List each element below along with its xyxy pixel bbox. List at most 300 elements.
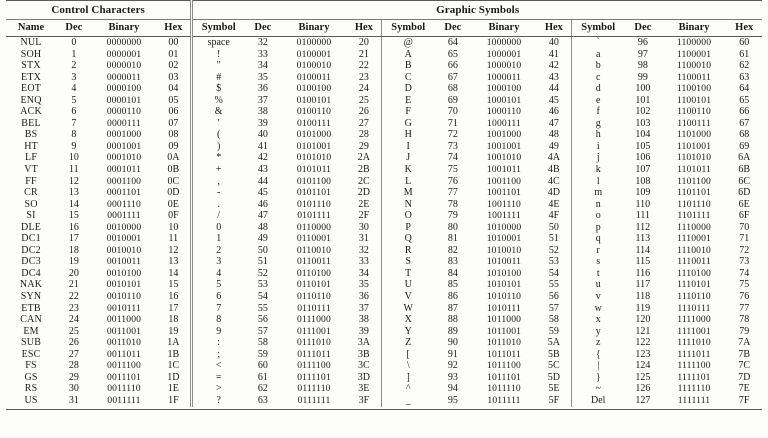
cell-binary: 1100000 [676, 37, 712, 48]
cell-binary: 0100101 [296, 94, 332, 106]
cell-binary: 0110100 [296, 267, 332, 279]
cell-dec: 71 [447, 117, 458, 129]
cell-binary: 1000000 [486, 37, 522, 48]
cell-symbol: ` [572, 37, 624, 49]
cell-dec: 11 [69, 164, 79, 176]
cell-dec: 98 [637, 60, 648, 72]
cell-binary: 0101010 [296, 152, 332, 164]
cell-hex: 05 [168, 94, 179, 106]
cell-symbol: E [382, 95, 434, 107]
cell-dec: 104 [635, 129, 651, 141]
cell-binary: 1001101 [486, 187, 522, 199]
table-row [6, 395, 762, 407]
cell-hex: 46 [548, 106, 559, 118]
cell-name: US [24, 394, 38, 406]
cell-symbol: w [572, 303, 624, 315]
cell-binary: 0000111 [107, 117, 141, 129]
table-row [6, 245, 762, 257]
cell-symbol: \ [382, 360, 434, 372]
cell-symbol: [ [382, 349, 434, 361]
cell-symbol: d [572, 83, 624, 95]
cell-dec: 82 [447, 244, 458, 256]
cell-dec: 48 [257, 221, 268, 233]
cell-hex: 49 [548, 140, 559, 152]
cell-name: BEL [21, 117, 41, 129]
cell-binary: 1110100 [677, 267, 711, 279]
cell-binary: 1010001 [486, 233, 522, 245]
cell-dec: 42 [257, 152, 268, 164]
cell-name: SYN [20, 291, 42, 303]
cell-symbol: ) [192, 141, 244, 153]
cell-dec: 90 [447, 337, 458, 349]
cell-dec: 64 [447, 37, 458, 48]
cell-hex: 72 [739, 244, 750, 256]
cell-binary: 1000010 [486, 60, 522, 72]
cell-binary: 1010000 [486, 221, 522, 233]
cell-hex: 3D [357, 371, 370, 383]
cell-hex: 07 [168, 117, 179, 129]
cell-binary: 0001101 [106, 187, 142, 199]
cell-dec: 5 [71, 94, 77, 106]
cell-symbol: u [572, 279, 624, 291]
cell-name: STX [21, 60, 41, 72]
cell-symbol: s [572, 256, 624, 268]
cell-hex: 25 [358, 94, 369, 106]
cell-dec: 31 [68, 394, 79, 406]
cell-name: DC3 [21, 256, 41, 268]
cell-binary: 1111101 [677, 371, 711, 383]
cell-dec: 68 [447, 83, 458, 95]
cell-name: ETX [21, 71, 42, 83]
cell-dec: 6 [71, 106, 77, 118]
cell-dec: 15 [68, 210, 79, 222]
cell-dec: 65 [447, 48, 458, 60]
col-header-dec: Dec [624, 20, 662, 37]
cell-dec: 99 [637, 71, 648, 83]
cell-hex: 3F [358, 394, 370, 406]
cell-hex: 26 [358, 106, 369, 118]
cell-hex: 6D [738, 187, 751, 199]
cell-hex: 53 [548, 256, 559, 268]
cell-name: SI [26, 210, 36, 222]
cell-binary: 0010100 [106, 267, 142, 279]
cell-hex: 75 [739, 279, 750, 291]
cell-dec: 58 [257, 337, 268, 349]
cell-binary: 0111011 [297, 348, 331, 360]
table-row [6, 303, 762, 315]
cell-hex: 20 [358, 37, 369, 48]
cell-binary: 0100111 [297, 117, 331, 129]
ascii-table [6, 0, 762, 407]
cell-binary: 0010000 [106, 221, 142, 233]
cell-name: ETB [21, 302, 41, 314]
cell-dec: 46 [257, 198, 268, 210]
cell-hex: 34 [358, 267, 369, 279]
table-row [6, 210, 762, 222]
table-row [6, 141, 762, 153]
cell-hex: 55 [548, 279, 559, 291]
cell-dec: 41 [257, 140, 268, 152]
cell-hex: 51 [548, 233, 559, 245]
cell-dec: 118 [635, 291, 651, 303]
table-header [6, 1, 762, 37]
cell-symbol: ! [192, 49, 244, 61]
cell-name: EOT [21, 83, 42, 95]
cell-symbol: N [382, 199, 434, 211]
cell-symbol: 6 [192, 291, 244, 303]
cell-dec: 67 [447, 71, 458, 83]
cell-dec: 52 [257, 267, 268, 279]
cell-dec: 0 [71, 37, 77, 48]
cell-dec: 18 [68, 244, 79, 256]
col-header-name: Name [6, 20, 56, 37]
cell-hex: 68 [739, 129, 750, 141]
cell-hex: 16 [168, 291, 179, 303]
cell-dec: 28 [68, 360, 79, 372]
table-row [6, 37, 762, 49]
cell-symbol: k [572, 164, 624, 176]
cell-dec: 54 [257, 291, 268, 303]
cell-binary: 1000011 [486, 71, 522, 83]
table-row [6, 152, 762, 164]
cell-binary: 0111010 [297, 337, 331, 349]
cell-symbol: C [382, 72, 434, 84]
cell-hex: 03 [168, 71, 179, 83]
group-title-control-characters: Control Characters [6, 1, 192, 20]
cell-name: GS [24, 371, 38, 383]
cell-binary: 1001000 [486, 129, 522, 141]
cell-symbol: a [572, 49, 624, 61]
cell-binary: 1010111 [487, 302, 521, 314]
cell-binary: 1111100 [677, 360, 711, 372]
cell-symbol: B [382, 60, 434, 72]
cell-hex: 4C [548, 175, 560, 187]
cell-symbol: { [572, 349, 624, 361]
cell-dec: 97 [637, 48, 648, 60]
cell-binary: 0101001 [296, 140, 332, 152]
table-row [6, 372, 762, 384]
cell-dec: 39 [257, 117, 268, 129]
cell-symbol: b [572, 60, 624, 72]
cell-binary: 0111111 [297, 394, 331, 406]
cell-hex: 0C [167, 175, 180, 187]
cell-dec: 85 [447, 279, 458, 291]
cell-binary: 0010110 [106, 291, 142, 303]
cell-binary: 0110101 [296, 279, 332, 291]
cell-dec: 108 [635, 175, 651, 187]
cell-dec: 123 [635, 348, 651, 360]
cell-binary: 0011010 [106, 337, 142, 349]
cell-hex: 6A [738, 152, 751, 164]
cell-name: CR [24, 187, 38, 199]
cell-hex: 1D [167, 371, 180, 383]
cell-hex: 73 [739, 256, 750, 268]
cell-symbol: 5 [192, 279, 244, 291]
cell-dec: 55 [257, 302, 268, 314]
table-row [6, 129, 762, 141]
cell-hex: 19 [168, 325, 179, 337]
cell-dec: 113 [635, 233, 651, 245]
cell-binary: 0010011 [106, 256, 142, 268]
cell-hex: 31 [358, 233, 369, 245]
cell-hex: 62 [739, 60, 750, 72]
cell-hex: 2F [358, 210, 370, 222]
cell-hex: 35 [358, 279, 369, 291]
cell-dec: 91 [447, 348, 458, 360]
cell-binary: 0010111 [107, 302, 141, 314]
cell-dec: 26 [68, 337, 79, 349]
cell-dec: 59 [257, 348, 268, 360]
cell-dec: 84 [447, 267, 458, 279]
cell-binary: 1100101 [676, 94, 712, 106]
cell-symbol: _ [382, 395, 434, 407]
cell-dec: 117 [635, 279, 651, 291]
cell-hex: 30 [358, 221, 369, 233]
cell-dec: 38 [257, 106, 268, 118]
cell-hex: 00 [168, 37, 179, 48]
cell-dec: 23 [68, 302, 79, 314]
cell-symbol: l [572, 176, 624, 188]
cell-hex: 57 [548, 302, 559, 314]
cell-binary: 0111000 [297, 314, 331, 326]
cell-dec: 56 [257, 314, 268, 326]
cell-binary: 0101101 [296, 187, 332, 199]
cell-symbol: | [572, 360, 624, 372]
cell-symbol: 4 [192, 268, 244, 280]
cell-binary: 0001110 [107, 198, 141, 210]
cell-dec: 40 [257, 129, 268, 141]
cell-dec: 9 [71, 140, 77, 152]
cell-hex: 13 [168, 256, 179, 268]
cell-hex: 2C [358, 175, 370, 187]
cell-dec: 51 [257, 256, 268, 268]
cell-symbol: n [572, 199, 624, 211]
cell-binary: 1000100 [486, 83, 522, 95]
cell-binary: 1111001 [677, 325, 711, 337]
cell-binary: 1000001 [486, 48, 522, 60]
cell-hex: 23 [358, 71, 369, 83]
cell-symbol: < [192, 360, 244, 372]
cell-dec: 110 [635, 198, 651, 210]
cell-symbol: 1 [192, 233, 244, 245]
table-row [6, 279, 762, 291]
cell-binary: 0110000 [296, 221, 332, 233]
cell-hex: 67 [739, 117, 750, 129]
cell-binary: 1100110 [677, 106, 711, 118]
cell-symbol: x [572, 314, 624, 326]
cell-binary: 1110000 [677, 221, 711, 233]
cell-dec: 79 [447, 210, 458, 222]
cell-name: ACK [20, 106, 42, 118]
cell-hex: 39 [358, 325, 369, 337]
cell-symbol: R [382, 245, 434, 257]
cell-symbol: e [572, 95, 624, 107]
cell-dec: 70 [447, 106, 458, 118]
cell-hex: 6F [738, 210, 750, 222]
cell-hex: 15 [168, 279, 179, 291]
cell-hex: 59 [548, 325, 559, 337]
cell-symbol: z [572, 337, 624, 349]
table-row [6, 222, 762, 234]
cell-dec: 1 [71, 48, 77, 60]
cell-hex: 1F [168, 394, 179, 406]
cell-dec: 103 [635, 117, 651, 129]
cell-hex: 54 [548, 267, 559, 279]
cell-hex: 77 [739, 302, 750, 314]
cell-hex: 17 [168, 302, 179, 314]
cell-symbol: t [572, 268, 624, 280]
cell-dec: 69 [447, 94, 458, 106]
cell-hex: 28 [358, 129, 369, 141]
cell-dec: 109 [635, 187, 651, 199]
cell-symbol: space [192, 37, 244, 49]
cell-binary: 1011101 [487, 371, 521, 383]
cell-binary: 0000110 [106, 106, 142, 118]
cell-dec: 4 [71, 83, 77, 95]
cell-binary: 0100010 [296, 60, 332, 72]
cell-binary: 0101000 [296, 129, 332, 141]
cell-hex: 06 [168, 106, 179, 118]
cell-binary: 1010100 [486, 267, 522, 279]
cell-dec: 63 [257, 394, 268, 406]
cell-dec: 72 [447, 129, 458, 141]
cell-hex: 29 [358, 140, 369, 152]
cell-symbol: U [382, 279, 434, 291]
cell-dec: 17 [68, 233, 79, 245]
cell-dec: 116 [635, 267, 651, 279]
cell-symbol: v [572, 291, 624, 303]
cell-symbol: Y [382, 326, 434, 338]
cell-dec: 86 [447, 291, 458, 303]
col-header-hex: Hex [346, 20, 382, 37]
cell-symbol: V [382, 291, 434, 303]
col-header-hex: Hex [726, 20, 762, 37]
cell-hex: 56 [548, 291, 559, 303]
cell-binary: 1001110 [487, 198, 521, 210]
cell-hex: 2D [357, 187, 370, 199]
cell-binary: 0110001 [296, 233, 332, 245]
cell-dec: 36 [257, 83, 268, 95]
cell-binary: 0011111 [107, 394, 141, 406]
cell-binary: 0010001 [106, 233, 142, 245]
cell-binary: 1101110 [677, 198, 711, 210]
cell-binary: 0001111 [107, 210, 141, 222]
cell-symbol: A [382, 49, 434, 61]
cell-symbol: S [382, 256, 434, 268]
cell-hex: 3C [358, 360, 370, 372]
cell-name: FF [25, 175, 37, 187]
cell-hex: 2A [357, 152, 370, 164]
cell-symbol: @ [382, 37, 434, 49]
cell-dec: 95 [447, 394, 458, 406]
cell-symbol: i [572, 141, 624, 153]
cell-symbol: G [382, 118, 434, 130]
cell-dec: 45 [257, 187, 268, 199]
cell-symbol: ( [192, 129, 244, 141]
cell-binary: 0100011 [296, 71, 332, 83]
cell-symbol: F [382, 106, 434, 118]
cell-hex: 65 [739, 94, 750, 106]
cell-dec: 35 [257, 71, 268, 83]
cell-dec: 25 [68, 325, 79, 337]
cell-binary: 1111011 [677, 348, 711, 360]
cell-dec: 105 [635, 140, 651, 152]
cell-symbol: # [192, 72, 244, 84]
cell-binary: 1100100 [676, 83, 712, 95]
cell-binary: 0111100 [297, 360, 331, 372]
cell-hex: 6C [738, 175, 751, 187]
cell-binary: 0001011 [106, 164, 142, 176]
cell-hex: 1A [167, 337, 180, 349]
cell-hex: 7A [738, 337, 751, 349]
cell-binary: 0111001 [297, 325, 331, 337]
group-header-row [6, 1, 762, 20]
cell-symbol: T [382, 268, 434, 280]
cell-dec: 102 [635, 106, 651, 118]
cell-dec: 120 [635, 314, 651, 326]
cell-binary: 0110010 [296, 244, 332, 256]
cell-symbol: Del [572, 395, 624, 407]
cell-binary: 0001001 [106, 140, 142, 152]
cell-hex: 3B [358, 348, 370, 360]
table-row [6, 176, 762, 188]
cell-hex: 64 [739, 83, 750, 95]
cell-symbol: & [192, 106, 244, 118]
cell-hex: 5D [547, 371, 560, 383]
table-row [6, 95, 762, 107]
cell-hex: 58 [548, 314, 559, 326]
cell-symbol: 3 [192, 256, 244, 268]
cell-binary: 1100001 [676, 48, 712, 60]
cell-dec: 78 [447, 198, 458, 210]
cell-binary: 0010101 [106, 279, 142, 291]
cell-dec: 119 [635, 302, 651, 314]
cell-binary: 0100001 [296, 48, 332, 60]
cell-symbol: 0 [192, 222, 244, 234]
cell-binary: 1011100 [487, 360, 521, 372]
cell-hex: 01 [168, 48, 179, 60]
cell-dec: 16 [68, 221, 79, 233]
table-row [6, 199, 762, 211]
cell-binary: 0001010 [106, 152, 142, 164]
cell-symbol: D [382, 83, 434, 95]
cell-dec: 24 [68, 314, 79, 326]
cell-binary: 0111110 [297, 383, 331, 395]
cell-hex: 09 [168, 140, 179, 152]
cell-symbol: 9 [192, 326, 244, 338]
cell-dec: 34 [257, 60, 268, 72]
table-row [6, 383, 762, 395]
cell-hex: 14 [168, 267, 179, 279]
col-header-symbol: Symbol [192, 20, 244, 37]
col-header-symbol: Symbol [572, 20, 624, 37]
cell-name: BS [24, 129, 38, 141]
cell-binary: 1111010 [677, 337, 711, 349]
cell-dec: 101 [635, 94, 651, 106]
cell-dec: 81 [447, 233, 458, 245]
cell-hex: 50 [548, 221, 559, 233]
cell-dec: 126 [635, 383, 651, 395]
cell-binary: 1110111 [677, 302, 711, 314]
cell-dec: 93 [447, 371, 458, 383]
table-row [6, 256, 762, 268]
cell-binary: 1111110 [677, 383, 711, 395]
cell-hex: 78 [739, 314, 750, 326]
cell-dec: 49 [257, 233, 268, 245]
cell-binary: 1011000 [486, 314, 522, 326]
cell-hex: 66 [739, 106, 750, 118]
column-header-row [6, 20, 762, 37]
